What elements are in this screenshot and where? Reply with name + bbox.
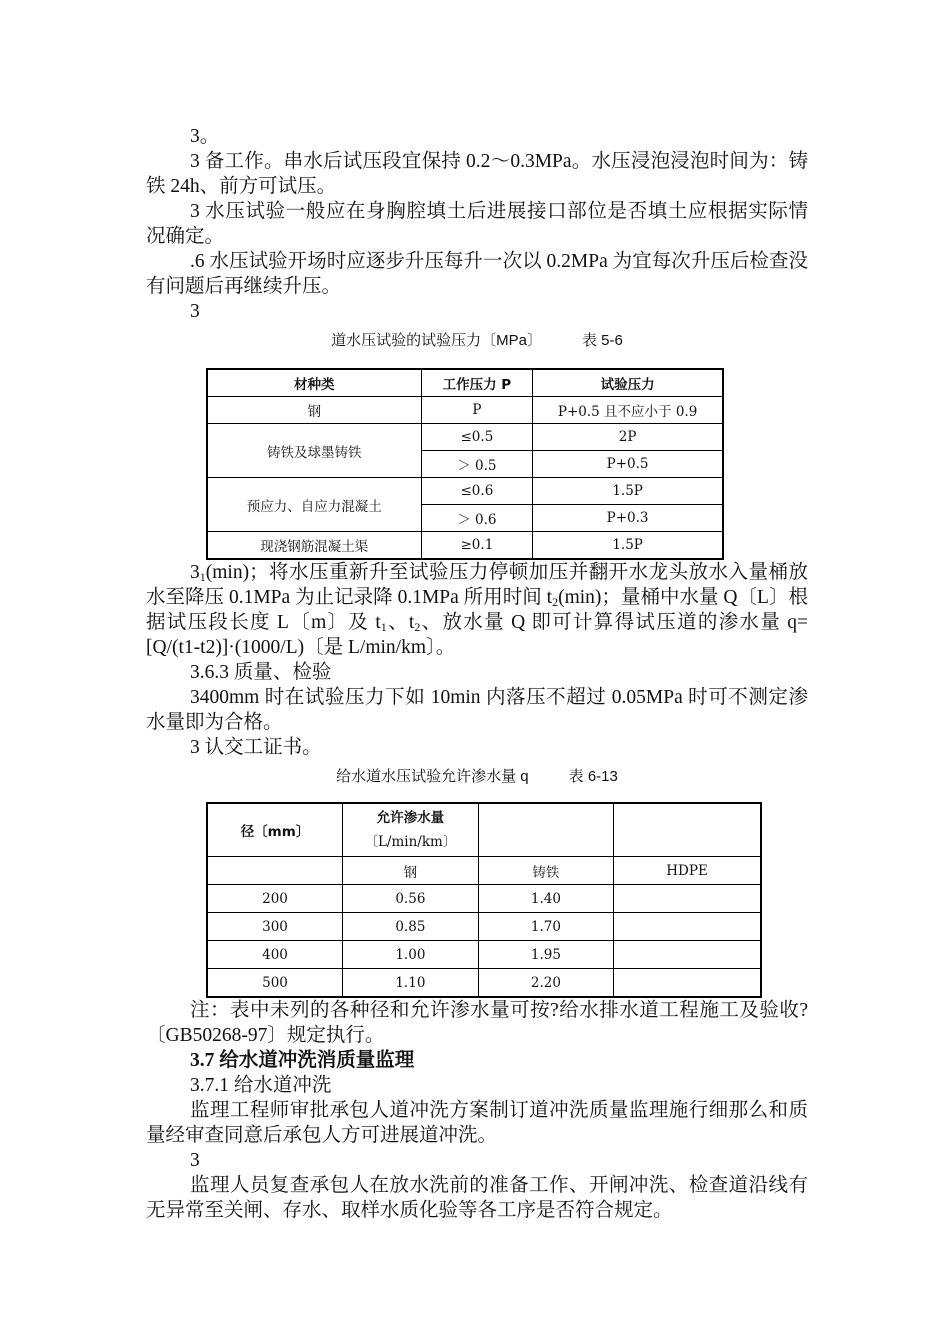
cell-material: 预应力、自应力混凝土: [207, 478, 421, 532]
cell-work: ≤0.6: [421, 478, 533, 505]
cell-steel: 0.56: [343, 885, 479, 913]
table1-caption: [146, 330, 808, 352]
subheader-cast-iron: 铸铁: [478, 857, 613, 885]
table1-title: 道水压试验的试验压力〔MPa〕: [331, 332, 542, 349]
cell-work: ＞ 0.6: [421, 505, 533, 532]
header-allowable-seepage: 允许渗水量 〔L/min/km〕: [343, 803, 479, 857]
table-subheader-row: [207, 857, 761, 885]
cell-iron: 1.70: [478, 913, 613, 941]
cell-steel: 0.85: [343, 913, 479, 941]
section-heading: 3.6.3 质量、检验: [190, 662, 332, 683]
pressure-table: [206, 368, 724, 560]
paragraph: $3_1(\min)$；将水压重新升至试验压力停顿加压并翻开水龙头放水入量桶放水至降压 0.1MPa 为止记录降 0.1MPa 所用时间 $t_2(\min)$；量桶中水量 Q〔L〕根据试压段长度 L〔m〕及 $t_1$、$t_2$、放水量 Q 即可计算得试压道的渗水量 q=[Q/(t1-t2)]·(1000/L)〔是 L/min/km〕。: [146, 562, 808, 658]
paragraph: 3。: [190, 126, 220, 147]
cell-steel: 1.00: [343, 941, 479, 969]
paragraph: 监理人员复查承包人在放水洗前的准备工作、开闸冲洗、检查道沿线有无异常至关闸、存水、取样水质化验等各工序是否符合规定。: [146, 1175, 808, 1221]
table-row: [207, 424, 723, 451]
table-header-row: [207, 803, 761, 857]
cell-iron: 1.95: [478, 941, 613, 969]
subheader-steel: 钢: [343, 857, 479, 885]
empty-cell: [614, 803, 761, 857]
table-row: [207, 969, 761, 998]
paragraph: 3 认交工证书。: [190, 737, 322, 758]
section-heading: 3.7 给水道冲洗消质量监理: [190, 1050, 415, 1071]
empty-cell: [478, 803, 613, 857]
cell-test: P+0.5: [533, 451, 723, 478]
cell-iron: 2.20: [478, 969, 613, 998]
header-test-pressure: 试验压力: [533, 369, 723, 397]
table1-number: 表 5-6: [581, 332, 623, 349]
cell-diameter: 300: [207, 913, 343, 941]
cell-steel: 1.10: [343, 969, 479, 998]
cell-diameter: 400: [207, 941, 343, 969]
cell-hdpe: [614, 969, 761, 998]
cell-test: 2P: [533, 424, 723, 451]
cell-material: 现浇钢筋混凝土渠: [207, 532, 421, 560]
table-row: [207, 941, 761, 969]
table-header-row: [207, 369, 723, 397]
note-paragraph: 注：表中未列的各种径和允许渗水量可按?给水排水道工程施工及验收?〔GB50268-97〕规定执行。: [146, 1000, 808, 1046]
cell-test: 1.5P: [533, 532, 723, 560]
paragraph: 3: [190, 1150, 200, 1171]
table2-title: 给水道水压试验允许渗水量 q: [336, 768, 529, 785]
cell-work: ≤0.5: [421, 424, 533, 451]
seepage-table: [206, 802, 762, 998]
header-diameter: 径〔mm〕: [207, 803, 343, 857]
cell-material: 钢: [207, 397, 421, 424]
paragraph: 3400mm 时在试验压力下如 10min 内落压不超过 0.05MPa 时可不测定渗水量即为合格。: [146, 687, 808, 733]
cell-work: P: [421, 397, 533, 424]
paragraph: 3 水压试验一般应在身胸腔填土后进展接口部位是否填土应根据实际情况确定。: [146, 201, 808, 247]
paragraph: 3 备工作。串水后试压段宜保持 0.2～0.3MPa。水压浸泡浸泡时间为：铸铁 24h、前方可试压。: [146, 151, 808, 197]
cell-material: 铸铁及球墨铸铁: [207, 424, 421, 478]
table2-number: 表 6-13: [568, 768, 618, 785]
paragraph: 3: [190, 301, 200, 322]
subsection-heading: 3.7.1 给水道冲洗: [190, 1075, 332, 1096]
cell-test: P+0.3: [533, 505, 723, 532]
table-row: [207, 885, 761, 913]
cell-iron: 1.40: [478, 885, 613, 913]
cell-hdpe: [614, 885, 761, 913]
subheader-hdpe: HDPE: [614, 857, 761, 885]
header-material: 材种类: [207, 369, 421, 397]
paragraph: 监理工程师审批承包人道冲洗方案制订道冲洗质量监理施行细那么和质量经审查同意后承包人方可进展道冲洗。: [146, 1100, 808, 1146]
document-page: [146, 124, 808, 1223]
cell-hdpe: [614, 941, 761, 969]
empty-cell: [207, 857, 343, 885]
table-row: [207, 913, 761, 941]
table-row: [207, 397, 723, 424]
cell-work: ＞ 0.5: [421, 451, 533, 478]
cell-diameter: 200: [207, 885, 343, 913]
table-row: [207, 532, 723, 560]
table-row: [207, 478, 723, 505]
paragraph: .6 水压试验开场时应逐步升压每升一次以 0.2MPa 为宜每次升压后检查没有问题后再继续升压。: [146, 251, 808, 297]
cell-test: 1.5P: [533, 478, 723, 505]
cell-diameter: 500: [207, 969, 343, 998]
cell-test: P+0.5 且不应小于 0.9: [533, 397, 723, 424]
cell-hdpe: [614, 913, 761, 941]
header-work-pressure: 工作压力 P: [421, 369, 533, 397]
cell-work: ≥0.1: [421, 532, 533, 560]
table2-caption: [146, 766, 808, 788]
